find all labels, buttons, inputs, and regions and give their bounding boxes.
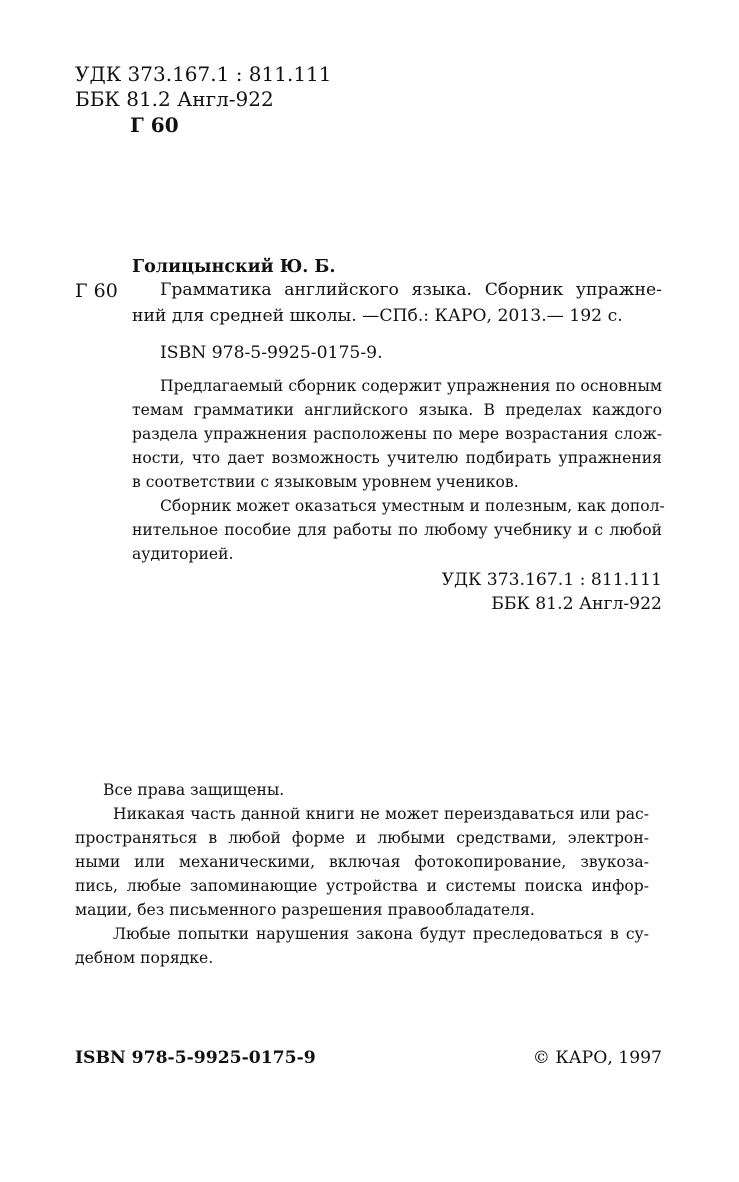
rights-line: пространяться в любой форме и любыми средствами, электрон- bbox=[75, 829, 649, 847]
rights-line: Любые попытки нарушения закона будут преследоваться в су- bbox=[113, 925, 649, 943]
copyright-notice: © КАРО, 1997 bbox=[532, 1048, 662, 1068]
udk-code-top: УДК 373.167.1 : 811.111 bbox=[75, 62, 332, 86]
isbn-record: ISBN 978-5-9925-0175-9. bbox=[160, 343, 383, 363]
annotation-line: нительное пособие для работы по любому учебнику и с любой bbox=[132, 521, 662, 539]
annotation-line: ности, что дает возможность учителю подбирать упражнения bbox=[132, 449, 662, 467]
rights-line: пись, любые запоминающие устройства и системы поиска инфор- bbox=[75, 877, 649, 895]
isbn-footer: ISBN 978-5-9925-0175-9 bbox=[75, 1048, 316, 1068]
title-line-1: Грамматика английского языка. Сборник упражне- bbox=[160, 280, 662, 300]
rights-line: ными или механическими, включая фотокопирование, звукоза- bbox=[75, 853, 649, 871]
author-code-top: Г 60 bbox=[130, 113, 179, 137]
rights-line: мации, без письменного разрешения правообладателя. bbox=[75, 901, 535, 919]
rights-line: дебном порядке. bbox=[75, 949, 214, 967]
annotation-line: Предлагаемый сборник содержит упражнения по основным bbox=[160, 377, 662, 395]
annotation-line: аудиторией. bbox=[132, 545, 234, 563]
udk-code-right: УДК 373.167.1 : 811.111 bbox=[441, 570, 662, 590]
annotation-line: в соответствии с языковым уровнем учеников. bbox=[132, 473, 519, 491]
annotation-line: темам грамматики английского языка. В пределах каждого bbox=[132, 401, 662, 419]
bbk-code-top: ББК 81.2 Англ-922 bbox=[75, 87, 274, 111]
bbk-code-right: ББК 81.2 Англ-922 bbox=[491, 594, 662, 614]
author-code-side: Г 60 bbox=[75, 280, 118, 302]
rights-line: Все права защищены. bbox=[103, 781, 285, 799]
annotation-line: раздела упражнения расположены по мере возрастания слож- bbox=[132, 425, 662, 443]
annotation-line: Сборник может оказаться уместным и полезным, как допол- bbox=[160, 497, 665, 515]
rights-line: Никакая часть данной книги не может переиздаваться или рас- bbox=[113, 805, 649, 823]
author-name: Голицынский Ю. Б. bbox=[132, 257, 336, 277]
title-line-2: ний для средней школы. —СПб.: КАРО, 2013.— 192 с. bbox=[132, 306, 623, 326]
